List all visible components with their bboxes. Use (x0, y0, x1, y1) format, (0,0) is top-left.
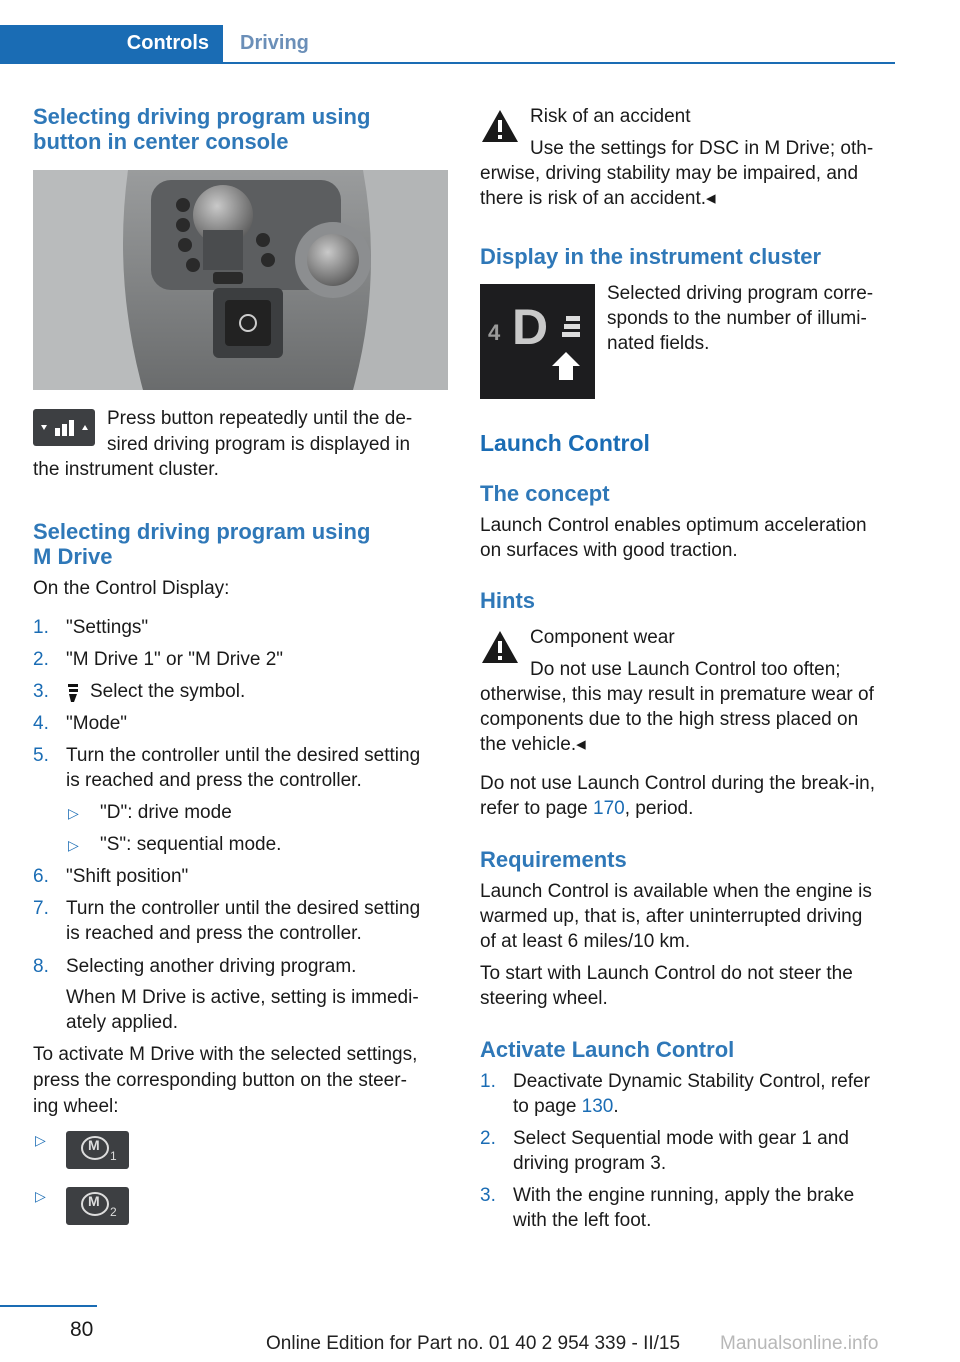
req-text-3: of at least 6 miles/10 km. (480, 931, 691, 952)
activate-text-3: ing wheel: (33, 1096, 119, 1117)
page-number: 80 (70, 1318, 94, 1341)
activate-text-2: press the corresponding button on the steer- (33, 1070, 407, 1091)
heading-m-drive (33, 519, 370, 569)
concept-text-1: Launch Control enables optimum acceleration (480, 515, 867, 536)
steer-text-1: To start with Launch Control do not steer the (480, 963, 853, 984)
tab-driving[interactable]: Driving (240, 32, 309, 54)
step-number: 2. (480, 1128, 496, 1149)
step-text: "Mode" (66, 713, 128, 734)
heading-requirements: Requirements (480, 847, 627, 872)
bullet-triangle-icon: ▷ (35, 1188, 46, 1204)
step-text: "M Drive 1" or "M Drive 2" (66, 649, 284, 670)
step-number: 7. (33, 898, 49, 919)
driving-program-button-icon (33, 409, 95, 446)
warning-wear-body-2: otherwise, this may result in premature wear of (480, 684, 874, 705)
step-number: 4. (33, 713, 49, 734)
m2-button (66, 1187, 129, 1225)
step-number: 3. (33, 681, 49, 702)
step-number: 8. (33, 956, 49, 977)
press-text-1: Press button repeatedly until the de- (107, 408, 413, 429)
control-display-text: On the Control Display: (33, 578, 230, 599)
tab-controls[interactable]: Controls (0, 25, 223, 62)
sub-item-s: "S": sequential mode. (100, 834, 282, 855)
heading-launch-control: Launch Control (480, 430, 650, 456)
breakin-text-a: refer to page (480, 798, 594, 819)
cluster-program-indicator (480, 284, 595, 399)
center-console-illustration (33, 170, 448, 390)
step-number: 1. (480, 1071, 496, 1092)
step-number: 6. (33, 866, 49, 887)
bullet-triangle-icon: ▷ (35, 1132, 46, 1148)
m1-button (66, 1131, 129, 1169)
heading-instrument-cluster: Display in the instrument cluster (480, 244, 822, 269)
step-text: With the engine running, apply the brake (513, 1185, 855, 1206)
step-text: driving program 3. (513, 1153, 667, 1174)
warning-wear-body-1: Do not use Launch Control too often; (530, 659, 841, 680)
m1-letter: M (88, 1137, 100, 1153)
bullet-triangle-icon: ▷ (68, 837, 79, 853)
step-text: with the left foot. (513, 1210, 652, 1231)
page-link-170[interactable]: 170 (593, 798, 625, 819)
warning-wear-body-4: the vehicle.◂ (480, 734, 586, 755)
warning-triangle-icon (480, 629, 520, 665)
heading-line: Selecting driving program using (33, 519, 371, 544)
concept-text-2: on surfaces with good traction. (480, 540, 738, 561)
step-number: 2. (33, 649, 49, 670)
page-link-130[interactable]: 130 (581, 1096, 614, 1117)
footer-rule (0, 1305, 97, 1307)
step-text: ately applied. (66, 1012, 178, 1033)
heading-concept: The concept (480, 481, 610, 506)
cluster-gear-letter: D (512, 299, 549, 355)
press-text-3: the instrument cluster. (33, 459, 219, 480)
sub-item-d: "D": drive mode (100, 802, 232, 823)
steer-text-2: steering wheel. (480, 988, 608, 1009)
m1-index: 1 (110, 1149, 117, 1163)
center-console-photo (33, 170, 448, 390)
warning-wear-title: Component wear (530, 627, 675, 648)
header-tabbar (0, 25, 895, 64)
step-text: Select the symbol. (90, 681, 246, 702)
display-text-1: Selected driving program corre- (607, 283, 874, 304)
mdrive-settings-symbol-icon (66, 681, 80, 703)
warning-accident-body-3: there is risk of an accident.◂ (480, 188, 716, 209)
req-text-2: warmed up, that is, after uninterrupted driving (480, 906, 863, 927)
driving-program-icon (33, 409, 95, 446)
step-number: 1. (33, 617, 49, 638)
step-text: Select Sequential mode with gear 1 and (513, 1128, 849, 1149)
step-text: is reached and press the controller. (66, 770, 362, 791)
step-text: When M Drive is active, setting is immedi- (66, 987, 419, 1008)
edition-text: Online Edition for Part no. 01 40 2 954 339 - II/15 (266, 1333, 681, 1354)
step-text: "Settings" (66, 617, 149, 638)
req-text-1: Launch Control is available when the engine is (480, 881, 872, 902)
step-text-a: to page (513, 1096, 582, 1117)
warning-wear-body-3: components due to the high stress placed on (480, 709, 859, 730)
heading-hints: Hints (480, 588, 535, 613)
breakin-text-b: , period. (624, 798, 694, 819)
heading-activate-launch: Activate Launch Control (480, 1037, 735, 1062)
step-text: is reached and press the controller. (66, 923, 362, 944)
heading-line: M Drive (33, 544, 113, 569)
press-text-2: sired driving program is displayed in (107, 434, 411, 455)
activate-text-1: To activate M Drive with the selected settings, (33, 1044, 418, 1065)
heading-center-console (33, 104, 370, 154)
display-text-3: nated fields. (607, 333, 710, 354)
bullet-triangle-icon: ▷ (68, 805, 79, 821)
instrument-cluster-image (480, 284, 595, 399)
watermark: Manualsonline.info (720, 1333, 879, 1354)
warning-accident-body-1: Use the settings for DSC in M Drive; oth- (530, 138, 874, 159)
warning-accident-title: Risk of an accident (530, 106, 691, 127)
m2-index: 2 (110, 1205, 117, 1219)
breakin-text-1: Do not use Launch Control during the break-in, (480, 773, 876, 794)
warning-accident-body-2: erwise, driving stability may be impaired, and (480, 163, 859, 184)
step-number: 5. (33, 745, 49, 766)
cluster-gear-number: 4 (488, 320, 501, 345)
heading-line: button in center console (33, 129, 289, 154)
step-text (513, 1094, 619, 1120)
step-text: Selecting another driving program. (66, 956, 357, 977)
display-text-2: sponds to the number of illumi- (607, 308, 867, 329)
step-text-b: . (613, 1096, 619, 1117)
warning-triangle-icon (480, 108, 520, 144)
heading-line: Selecting driving program using (33, 104, 371, 129)
step-text: Turn the controller until the desired setting (66, 898, 421, 919)
step-text: Deactivate Dynamic Stability Control, refer (513, 1071, 870, 1092)
step-text: "Shift position" (66, 866, 189, 887)
breakin-text-2 (480, 796, 693, 822)
m2-letter: M (88, 1193, 100, 1209)
step-text: Turn the controller until the desired setting (66, 745, 421, 766)
step-number: 3. (480, 1185, 496, 1206)
